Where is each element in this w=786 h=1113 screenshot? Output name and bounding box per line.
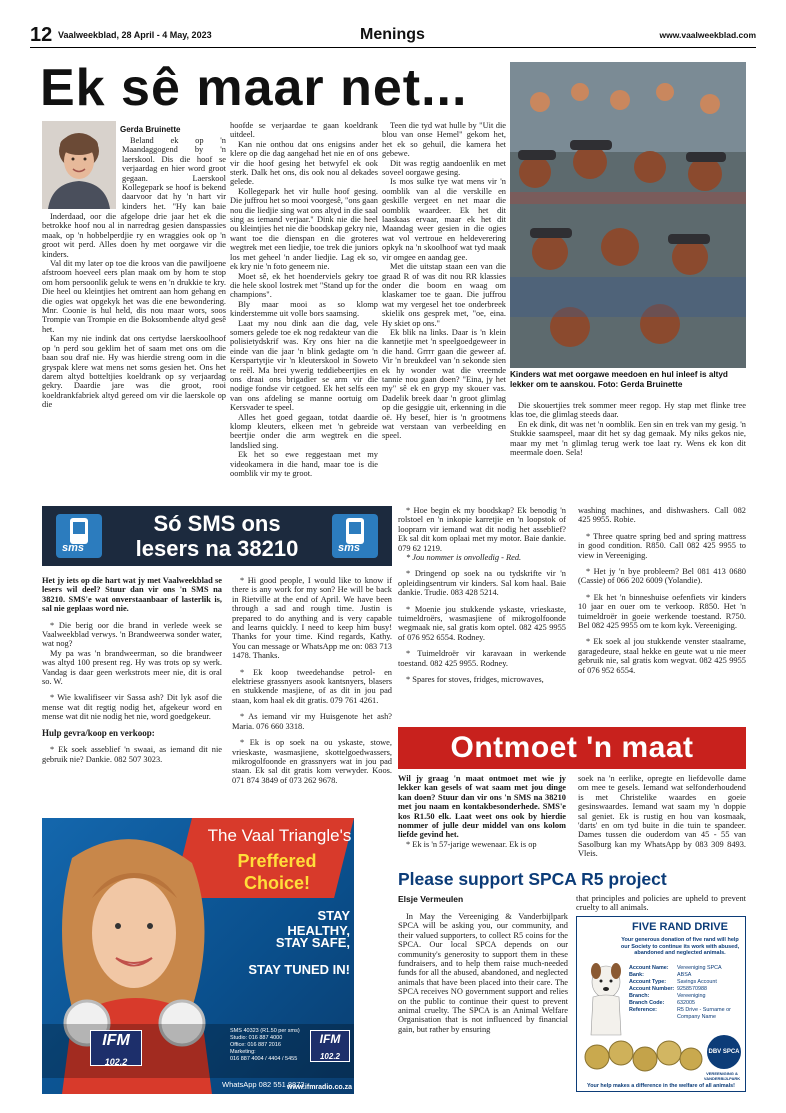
five-rand-drive-footer: Your help makes a difference in the welfare of all animals! xyxy=(587,1083,735,1089)
article-paragraph: Is mos sulke tye wat mens vir 'n oomblik van al die verskille en geskille vergeet en net maar die oomblik waardeer. Ek het dit laaskaas ervaar, maar ek het dit Maandag weer gesien in die ogies wat vol vertroue en heldeverering opkyk na 'n skoolhoof wat tyd maak vir omgee en aandag gee. xyxy=(382,177,506,262)
bank-row: Account Type: Savings Account xyxy=(629,979,717,985)
spca-body-continued xyxy=(576,894,746,914)
article-paragraph: En ek dink, dit was net 'n oomblik. Een sin en trek van my gesig. 'n Stukkie saamspeel, maar dit het sy dag gemaak. My niks gekos nie, maar my met 'n glimlag terug werk toe laat ry. Wens ek kon dit meermale doen. Sela! xyxy=(510,419,746,458)
bank-row: Reference: R5 Drive - Surname or Company Name xyxy=(629,1007,731,1020)
sms-message: * Ek het 'n binneshuise oefenfiets vir kinders 10 jaar en ouer om te verkoop. R850. Het 'n tuimeldroër in goeie werkende toestand. R750. Bel 082 425 9955 om te kom kyk. Vereeniging. xyxy=(578,592,746,631)
ifm-radio-ad xyxy=(42,818,354,1094)
article-paragraph: hoofde se verjaardae te gaan koeldrank uitdeel. xyxy=(230,121,378,140)
sms-banner-line1: Só SMS ons xyxy=(153,511,281,536)
spca-byline: Elsje Vermeulen xyxy=(398,894,464,904)
sms-message: washing machines, and dishwashers. Call 082 425 9955. Robie. xyxy=(578,506,746,525)
sms-message: * Spares for stoves, fridges, microwaves, xyxy=(406,675,544,685)
children-photo xyxy=(510,62,746,368)
sms-message: * Ek soek asseblief 'n swaai, as iemand dit nie gebruik nie? Dankie. 082 507 3023. xyxy=(42,745,222,764)
sms-message: * Three quatre spring bed and spring mattress in good condition. R850. Call 082 425 9955 to view in Vereeniging. xyxy=(578,531,746,560)
website-link[interactable]: www.vaalweekblad.com xyxy=(659,30,756,40)
article-byline: Gerda Bruinette xyxy=(120,125,181,134)
phone-sms-icon: sms xyxy=(332,514,378,558)
ad-tagline-3: STAY TUNED IN! xyxy=(248,962,350,977)
bank-row: Branch Code: 632005 xyxy=(629,1000,695,1006)
article-paragraph: Met die uitstap staan een van die graad R of was dit nou RR klassies onder die boom en waag om klaskamer toe te gaan. Die juffrou wat my vergesel het toe onderbreek skielik ons gesprek met, "oe, eina. Hy skiet op ons." xyxy=(382,262,506,328)
ontmoet-column-2 xyxy=(578,774,746,864)
bank-row: Account Name: Vereeniging SPCA xyxy=(629,965,722,971)
sms-message: * Tuimeldroër vir karavaan in werkende toestand. 082 425 9955. Rodney. xyxy=(398,649,566,668)
article-paragraph: Bly maar mooi as so klomp kinderstemme uit volle bors saamsing. xyxy=(230,299,378,319)
article-paragraph: Moet sê, ek het hoenderviels gekry toe die hele skool lostrek met "Stand up for the champions". xyxy=(230,271,378,300)
article-paragraph: Ek het so ewe reggestaan met my videokamera in die hand, maar toe is die oomblik vir my te groot. xyxy=(230,450,378,479)
article-headline: Ek sê maar net... xyxy=(40,59,468,117)
article-paragraph: Inderdaad, oor die afgelope drie jaar het ek die betrokke hoof nou al in narredrag gesien danspassies maak, op 'n hobbelperdjie ry en wraggies ook op 'n groot wit perd. Alles doen hy met oorgawe vir die kinders. xyxy=(42,212,226,259)
article-paragraph: Kan nie onthou dat ons enigsins ander klere op die dag aangehad het nie en of ons vir die hoof gesing het betwyfel ek ook sterk. Dalk het ons, dis ook nou al dekades gelede. xyxy=(230,139,378,187)
spca-paragraph: that principles and policies are upheld to prevent cruelty to all animals. xyxy=(576,894,746,913)
sms-column-1 xyxy=(42,576,222,808)
bank-row: Branch: Vereeniging xyxy=(629,993,706,999)
article-column-2 xyxy=(230,121,378,490)
sms-column-2 xyxy=(232,576,392,808)
sms-message: * As iemand vir my Huisgenote het ash? Maria. 076 660 3318. xyxy=(232,712,392,731)
sms-message: * Wie kwalifiseer vir Sassa ash? Dit lyk asof die mense wat dit regtig nodig het, afgekeur word en mense wat dit nie nodig het nie, word goedgekeur. xyxy=(42,693,222,722)
r5-coins-image xyxy=(583,1037,703,1073)
author-photo xyxy=(42,121,116,209)
article-paragraph: Val dit my later op toe die kroos van die pawiljoene afstroom hoeveel eers plan maak om by hom te stop om hom persoonlik geluk te wens en 'n drukkie te kry. Die heel ou kleintjies het omtrent aan hom gehang en die ogies wat opgekyk het was die ene bewondering. Mnr. Coonie is hul held, dis nou maar wors, soos Trompie van Trompie en die Boksombende altyd gesê het. xyxy=(42,259,226,334)
ontmoet-banner: Ontmoet 'n maat xyxy=(398,727,746,769)
sms-intro: Het jy iets op die hart wat jy met Vaalweekblad se lesers wil deel? Stuur dan vir ons 'n SMS na 38210. SMS'e wat onverstaanbaar of lasterlik is, sal nie geplaas word nie. xyxy=(42,576,222,614)
article-paragraph: Beland ek op 'n Maandaggogend by 'n laerskool. Dis die hoof se verjaardag en hier word groot gegaan. Laerskool Kollegepark se hoof is bekend daarvoor dat hy 'n hart vir kinders het. "Hy kan baie xyxy=(122,136,226,211)
sms-message: * Ek soek al jou stukkende venster staalrame, garagedeure, staal hekke en geute wat u nie meer gebruik nie, sal gratis kom wegvat. 082 425 9955 of 076 952 6554. xyxy=(578,637,746,675)
sms-banner-line2: lesers na 38210 xyxy=(135,536,299,561)
article-paragraph: Dit was regtig aandoenlik en met soveel oorgawe gesing. xyxy=(382,158,506,178)
ad-tagline-1: STAY HEALTHY, xyxy=(287,908,350,938)
sms-column-4 xyxy=(578,506,746,720)
spca-headline: Please support SPCA R5 project xyxy=(398,869,667,889)
article-paragraph: Teen die tyd wat hulle by "Uit die blou van onse Hemel" gekom het, het ek so gehuil, die kamera het gebewe. xyxy=(382,121,506,159)
spca-body xyxy=(398,912,568,1108)
page-number: 12 xyxy=(30,24,53,46)
article-paragraph: Kan my nie indink dat ons certydse laerskoolhoof op 'n perd sou geklim het of saam met ons om die baan sou draf nie. Hy was hierdie streng oom in die gryspak klere wat mens net soms gesien het. Ons het darem altyd botteltjies koeldrank op sy verjaardag gekry. Daardie jare was die groot, rooi koeldrankfabriek altyd gereed om vir die laerskole op die xyxy=(42,334,226,410)
sms-message: * Ek is op soek na ou yskaste, stowe, vrieskaste, wasmasjiene, skottelgoedwassers, mikrogolfoonde en grassnyers wat in jou pad staan. Ek sal dit gratis kom verwyder. Koos. 071 874 3849 of 073 262 9678. xyxy=(232,738,392,785)
ontmoet-message: soek na 'n eerlike, opregte en liefdevolle dame om mee te gesels. Iemand wat selfonderhoudend is met Christelike waardes en goeie gesinswaardes. Iemand wat saam my 'n doppie sal geniet. Ek is rustig en hou van kosmaak, 'darts' en om tyd buite in die tuin te spandeer. Dames tussen die ouderdom van 45 - 55 van Sasolburg kan my WhatsApp by 083 309 8493. Vleis. xyxy=(578,774,746,859)
article-column-4 xyxy=(510,401,746,491)
ifm-logo: IFM 102.2 xyxy=(90,1030,142,1066)
article-paragraph: Die skouertjies trek sommer meer regop. Hy stap met flinke tree klas toe, die glimlag steeds daar. xyxy=(510,401,746,420)
issue-date: Vaalweekblad, 28 April - 4 May, 2023 xyxy=(58,30,212,40)
section-title: Menings xyxy=(360,26,425,43)
ad-website[interactable]: www.ifmradio.co.za xyxy=(286,1084,352,1091)
five-rand-drive-subtitle: Your generous donation of five rand will help our Society to continue its work with abused, abandoned and neglected animals. xyxy=(620,937,740,956)
sms-message: * Ek koop tweedehandse petrol- en elektriese grassnyers asook kantsnyers, blasers en stukkende masjiene, of as dit in jou pad staan, kom haal ek dit gratis. 079 761 4261. xyxy=(232,667,392,705)
spca-logo-subtitle: VEREENIGING & VANDERBIJLPARK xyxy=(703,1071,741,1081)
sms-editor-note: * Jou nommer is onvolledig - Red. xyxy=(406,553,522,563)
spca-paragraph: In May the Vereeniging & Vanderbijlpark SPCA will be asking you, our community, and their valued supporters, to collect R5 coins for the SPCA. Our local SPCA depends on our community's generosity to support them in these fundraisers, and to help them raise much-needed funds for all the abused, abandoned, and neglected animals that have been placed into their care. The SPCA receives NO government support and relies on the public to continue their quest to prevent animal cruelty. The SPCA is an Animal Welfare Organisation that is not influenced by financial gain, but rather by ensuring xyxy=(398,912,568,1034)
dog-image xyxy=(581,957,631,1037)
ifm-logo-small: IFM 102.2 xyxy=(310,1030,350,1062)
sms-message: * Dringend op soek na ou tydskrifte vir 'n opleidingsentrum vir kinders. Sal kom haal. Baie dankie. Trudie. 083 428 5214. xyxy=(398,569,566,598)
ontmoet-column-1 xyxy=(398,774,566,864)
page-header xyxy=(30,24,756,48)
ad-whatsapp[interactable]: WhatsApp 082 551 8873 xyxy=(222,1080,305,1089)
ontmoet-intro: Wil jy graag 'n maat ontmoet met wie jy lekker kan gesels of wat saam met jou dinge kan doen? Stuur dan vir ons 'n SMS na 38210 met jou naam en kontakbesonderhede. SMS'e kos R1.50 elk. Laat weet ons ook by hierdie nommer of julle deur middel van ons kolom liefde gevind het. xyxy=(398,774,566,840)
spca-logo: DBV SPCA xyxy=(707,1035,741,1069)
article-column-1-body xyxy=(42,212,226,490)
sms-banner xyxy=(42,506,392,566)
article-intro-column xyxy=(122,136,226,212)
bank-row: Bank: ABSA xyxy=(629,972,692,978)
ontmoet-message: * Ek is 'n 57-jarige wewenaar. Ek is op xyxy=(406,839,537,849)
sms-message: * Hoe begin ek my boodskap? Ek benodig 'n rolstoel en 'n inkopie karretjie en 'n loopstok of looprarn vir iemand wat dit nodig het asseblief? Ek sal dit kom oplaai met my motor. Baie dankie. 079 62 1219. xyxy=(398,506,566,553)
ad-tagline-2: STAY SAFE, xyxy=(275,935,350,950)
sms-message: * Hi good people, I would like to know if there is any work for my son? He will be back in Rietville at the end of April. We have been through a sad and rough time. Justin is prepared to do anything and is very capable and learns quickly. I need to keep him busy! Thanks for your time. Kind regards, Kathy. You can message or WhatsApp me on: 083 713 1478. Thanks. xyxy=(232,576,392,661)
article-paragraph: Laat my nou dink aan die dag, vele somers gelede toe ek nog redakteur van die polisietydskrif was. Kry ons hier na die einde van die jaar 'n blink gedagte om 'n Kerspartytjie vir 'n kleuterskool in Soweto te reël. Ma brei ywerig teddiebeertjies en ons draai ons brigadier se arm vir die nodige fondse vir cetgoed. Ek het selfs een van ons afdeling se manne oortuig om Kersvader te speel. xyxy=(230,318,378,413)
article-column-3 xyxy=(382,121,506,490)
five-rand-drive-title: FIVE RAND DRIVE xyxy=(632,921,728,933)
sms-message: * Die berig oor die brand in verlede week se Vaalweekblad verwys. 'n Brandweerwa sonder water, wat nog? xyxy=(42,620,222,649)
sms-subhead: Hulp gevra/koop en verkoop: xyxy=(42,727,155,738)
phone-sms-icon: sms xyxy=(56,514,102,558)
bank-row: Account Number: 9258570988 xyxy=(629,986,707,992)
ad-headline-2: Preffered Choice! xyxy=(237,851,317,893)
sms-message: * Moenie jou stukkende yskaste, vrieskaste, tuimeldroërs, wasmasjiene of mikrogolfoonde wegmaak nie, sal gratis kom optel. 082 425 9955 of 076 952 6554. Rodney. xyxy=(398,604,566,642)
sms-column-3 xyxy=(398,506,566,720)
bank-details xyxy=(629,965,743,1021)
article-paragraph: Kollegepark het vir hulle hoof gesing. Die juffrou het so mooi voorgesê, "ons gaan nou die liedjie sing wat ons altyd in die saal sing as iemand verjaar." Dink nie die heel ou kleintjies het nie die boodskap gekry nie, want toe die dienspan en die groteres wegtrek met een liedjie, toe trek die juniors los met geheel 'n ander liedjie. Lag ek so, ek kry nie 'n foto geneem nie. xyxy=(230,186,378,272)
sms-message: My pa was 'n brandweerman, so die brandweer was altyd 100 present reg. Hy was trots op sy werk. Vandag is daar geen werkstrots meer nie, dit is oral so. W. xyxy=(42,648,222,687)
article-paragraph: Ek blik na links. Daar is 'n klein kannetjie met 'n speelgoedgeweer in die hand. Grrrr gaan die geweer af. Vir 'n breukdeel van 'n sekonde sien ek hy wonder wat die vreemde tannie nou gaan doen? "Eina, jy het my" sê ek en gryp my skouer vas. Dadelik breek daar 'n groot glimlag op die gesiggie uit, erkenning in die oë. Hy besef, hier is 'n grootmens wat verstaan van verbeelding en speel. xyxy=(382,327,506,441)
ad-headline-1: The Vaal Triangle's xyxy=(207,826,352,845)
sms-message: * Het jy 'n bye probleem? Bel 081 413 0680 (Cassie) of 066 202 6009 (Yolandie). xyxy=(578,567,746,586)
article-paragraph: Alles het goed gegaan, totdat daardie klomp kleuters, elkeen met 'n gebreide beertjie onder die arm wegtrek en die landslied sing. xyxy=(230,412,378,450)
five-rand-drive-ad xyxy=(576,916,746,1092)
photo-caption: Kinders wat met oorgawe meedoen en hul inleef is altyd lekker om te aanskou. Foto: Gerda Bruinette xyxy=(510,370,728,389)
ad-contact-details: SMS 40323 (R1.50 per sms) Studio: 016 887 4000 Office: 016 887 2016 Marketing: 016 887 4004 / 4404 / 5455 xyxy=(230,1028,300,1062)
